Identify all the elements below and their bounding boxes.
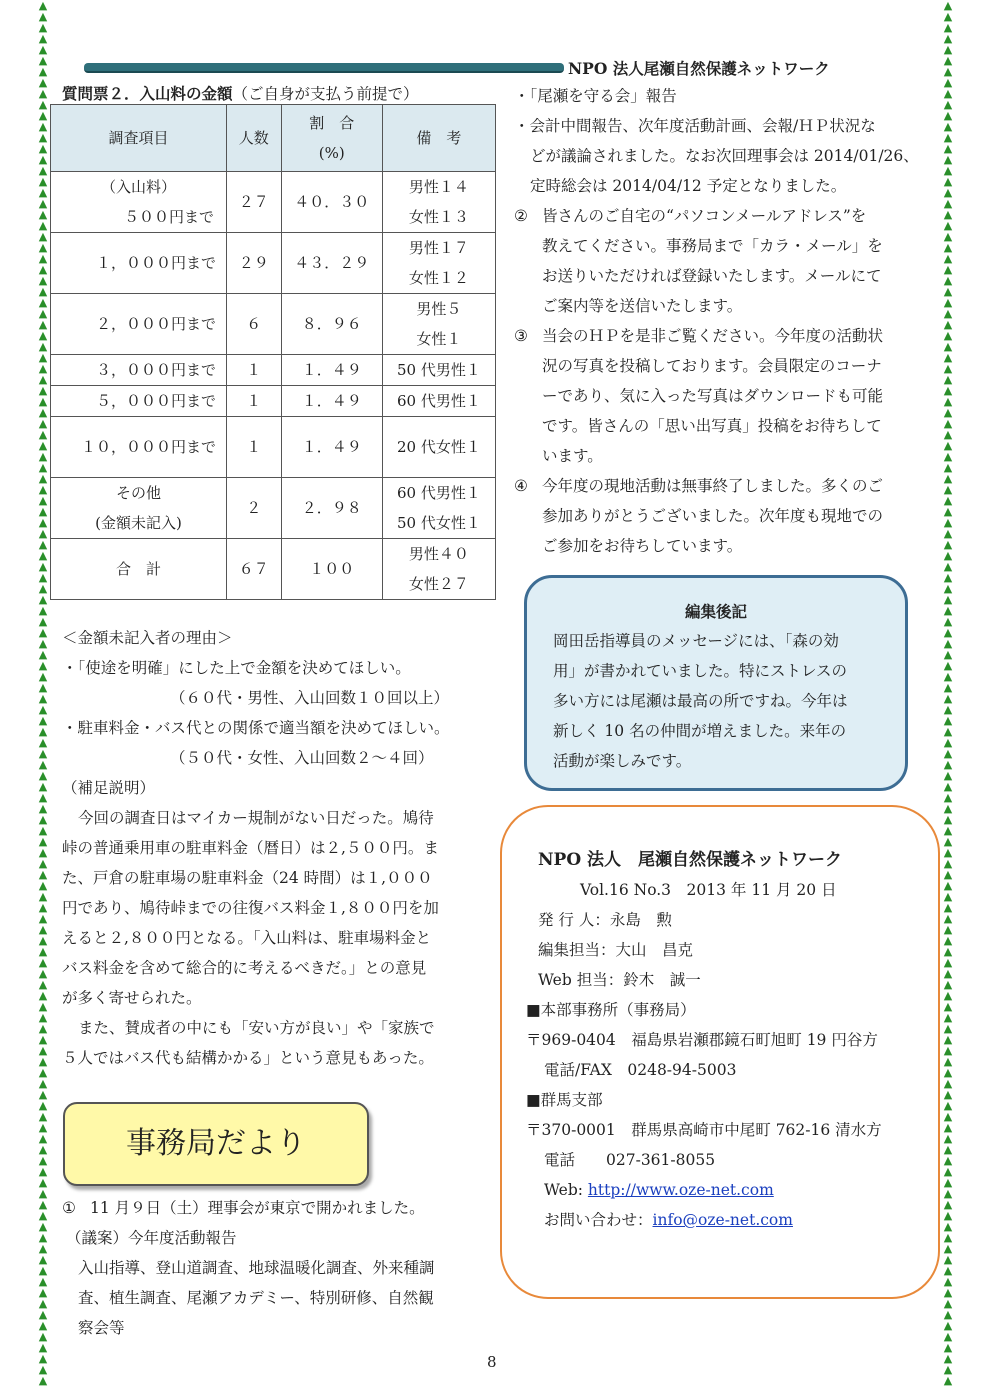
header-item: 調査項目 xyxy=(51,105,227,172)
item-2: ② 皆さんのご自宅の“パソコンメールアドレス”を xyxy=(514,207,867,225)
hq-address: 〒969-0404 福島県岩瀬郡鏡石町旭町 19 円谷方 xyxy=(526,1031,878,1049)
paragraph-line: また、賛成者の中にも「安い方が良い」や「家族で xyxy=(78,1019,435,1037)
report-line: ・「尾瀬を守る会」報告 xyxy=(514,87,677,105)
npo-editor: 編集担当：大山 昌克 xyxy=(538,941,694,959)
paragraph-line: 今回の調査日はマイカー規制がない日だった。鳩待 xyxy=(78,809,434,827)
item-2-line: お送りいただければ登録いたします。メールにて xyxy=(542,267,882,285)
header-title: NPO 法人尾瀬自然保護ネットワーク xyxy=(568,59,830,78)
cell-pct: ４０．３０ xyxy=(281,172,382,233)
jimukyoku-item-1: ① 11 月９日（土）理事会が東京で開かれました。 xyxy=(62,1199,425,1217)
cell-item: ２，０００円まで xyxy=(51,294,227,355)
cell-pct: ４３．２９ xyxy=(281,233,382,294)
table-row xyxy=(51,417,496,478)
jimukyoku-text xyxy=(62,1193,492,1343)
item-2-line: ご案内等を送信いたします。 xyxy=(542,297,743,315)
cell-item: 合 計 xyxy=(51,539,227,600)
header-bar xyxy=(84,63,564,73)
item-4: ④ 今年度の現地活動は無事終了しました。多くのご xyxy=(514,477,884,495)
editor-note-line: 岡田岳指導員のメッセージには、「森の効 xyxy=(553,632,839,650)
cell-count: ２９ xyxy=(227,233,282,294)
editor-note-box xyxy=(524,575,908,791)
paragraph-line: バス料金を含めて総合的に考えるべきだ。」との意見 xyxy=(62,959,427,977)
editor-note-title: 編集後記 xyxy=(684,602,747,621)
hq-heading: ■本部事務所（事務局） xyxy=(526,1001,696,1019)
paragraph-line: 円であり、鳩待峠までの往復バス料金１,８００円を加 xyxy=(62,899,439,917)
gunma-address: 〒370-0001 群馬県高崎市中尾町 762-16 清水方 xyxy=(526,1121,882,1139)
gunma-heading: ■群馬支部 xyxy=(526,1091,603,1109)
question-title xyxy=(62,82,419,104)
paragraph-line: えると２,８００円となる。「入山料は、駐車場料金と xyxy=(62,929,432,947)
cell-pct: １．４９ xyxy=(281,417,382,478)
cell-item: ５，０００円まで xyxy=(51,386,227,417)
npo-volume: Vol.16 No.3 2013 年 11 月 20 日 xyxy=(580,881,837,899)
item-4-line: ご参加をお待ちしています。 xyxy=(542,537,743,555)
header-pct: 割 合 (%) xyxy=(281,105,382,172)
agenda-line: 察会等 xyxy=(78,1319,125,1337)
cell-item: （入山料） ５００円まで xyxy=(51,172,227,233)
cell-count: １ xyxy=(227,417,282,478)
table-header-row xyxy=(51,105,496,172)
cell-note: 男性１７ 女性１２ xyxy=(382,233,495,294)
table-row xyxy=(51,294,496,355)
reason-line: ・「使途を明確」にした上で金額を決めてほしい。 xyxy=(62,659,411,677)
paragraph-line: た、戸倉の駐車場の駐車料金（24 時間）は１,０００ xyxy=(62,869,433,887)
cell-item: １，０００円まで xyxy=(51,233,227,294)
header-note: 備 考 xyxy=(382,105,495,172)
cell-note: 男性１４ 女性１３ xyxy=(382,172,495,233)
jimukyoku-title: 事務局だより xyxy=(126,1126,306,1161)
cell-note: 男性４０ 女性２７ xyxy=(382,539,495,600)
cell-pct: １．４９ xyxy=(281,355,382,386)
hq-tel: 電話/FAX 0248-94-5003 xyxy=(544,1061,737,1079)
table-row xyxy=(51,355,496,386)
header-count: 人数 xyxy=(227,105,282,172)
reason-line: ・駐車料金・バス代との関係で適当額を決めてほしい。 xyxy=(62,719,450,737)
cell-count: ２７ xyxy=(227,172,282,233)
supplement-heading: （補足説明） xyxy=(62,779,156,797)
table-row-total xyxy=(51,539,496,600)
npo-name: NPO 法人 尾瀬自然保護ネットワーク xyxy=(538,850,843,870)
editor-note-line: 新しく 10 名の仲間が増えました。来年の xyxy=(553,722,847,740)
report-line: 定時総会は 2014/04/12 予定となりました。 xyxy=(530,177,847,195)
cell-item: その他 (金額未記入) xyxy=(51,478,227,539)
report-line: ・会計中間報告、次年度活動計画、会報/ＨＰ状況な xyxy=(514,117,876,135)
npo-web-manager: Web 担当：鈴木 誠一 xyxy=(538,971,701,989)
cell-note: 60 代男性１ xyxy=(382,386,495,417)
editor-note-line: 多い方には尾瀬は最高の所ですね。今年は xyxy=(553,692,848,710)
item-2-line: 教えてください。事務局まで「カラ・メール」を xyxy=(542,237,883,255)
jimukyoku-title-box xyxy=(63,1102,369,1186)
item-3-line: 況の写真を投稿しております。会員限定のコーナ xyxy=(542,357,882,375)
cell-note: 20 代女性１ xyxy=(382,417,495,478)
paragraph-line: 峠の普通乗用車の駐車料金（暦日）は２,５００円。ま xyxy=(62,839,439,857)
item-3-line: います。 xyxy=(542,447,603,465)
paragraph-line: が多く寄せられた。 xyxy=(62,989,202,1007)
reason-attribution: （６０代・男性、入山回数１０回以上） xyxy=(170,689,450,707)
left-text xyxy=(62,623,492,1073)
table-row xyxy=(51,233,496,294)
cell-count: １ xyxy=(227,355,282,386)
cell-note: 60 代男性１ 50 代女性１ xyxy=(382,478,495,539)
web-link[interactable]: http://www.oze-net.com xyxy=(587,1181,774,1199)
npo-info xyxy=(526,845,882,1235)
item-3-line: ーであり、気に入った写真はダウンロードも可能 xyxy=(542,387,884,405)
report-line: どが議論されました。なお次回理事会は 2014/01/26、 xyxy=(530,147,919,165)
cell-count: ６ xyxy=(227,294,282,355)
right-text xyxy=(514,81,934,561)
npo-publisher: 発 行 人：永島 勲 xyxy=(538,911,672,929)
contact-line: お問い合わせ：info@oze-net.com xyxy=(544,1211,793,1229)
cell-count: １ xyxy=(227,386,282,417)
question-title-bold: 質問票２．入山料の金額 xyxy=(62,84,233,103)
editor-note-line: 活動が楽しみです。 xyxy=(553,752,692,770)
page-number: 8 xyxy=(487,1353,497,1371)
cell-note: 男性５ 女性１ xyxy=(382,294,495,355)
left-tree-border: ▲ ▲ ▲ ▲ ▲ ▲ ▲ ▲ ▲ ▲ ▲ ▲ ▲ ▲ ▲ ▲ ▲ ▲ ▲ ▲ ▲ ▲ ▲ ▲ ▲ ▲ ▲ ▲ ▲ ▲ ▲ ▲ ▲ ▲ ▲ ▲ ▲ ▲ ▲ ▲ ▲ ▲ ▲ ▲ ▲ ▲ ▲ ▲ ▲ ▲ ▲ ▲ ▲ ▲ ▲ ▲ ▲ ▲ ▲ ▲ ▲ ▲ ▲ ▲ ▲ ▲ ▲ ▲ ▲ ▲ ▲ ▲ ▲ ▲ ▲ ▲ ▲ ▲ ▲ ▲ ▲ ▲ ▲ ▲ ▲ ▲ ▲ ▲ ▲ ▲ ▲ ▲ ▲ ▲ ▲ ▲ ▲ ▲ ▲ ▲ ▲ ▲ ▲ ▲ ▲ ▲ ▲ ▲ ▲ ▲ ▲ ▲ ▲ ▲ ▲ ▲ ▲ ▲ ▲ ▲ ▲ ▲ ▲ ▲ ▲ ▲ xyxy=(38,0,48,1387)
cell-pct: １．４９ xyxy=(281,386,382,417)
cell-pct: ８．９６ xyxy=(281,294,382,355)
contact-email-link[interactable]: info@oze-net.com xyxy=(652,1211,793,1229)
reason-attribution: （５０代・女性、入山回数２～４回） xyxy=(170,749,434,767)
right-tree-border: ▲ ▲ ▲ ▲ ▲ ▲ ▲ ▲ ▲ ▲ ▲ ▲ ▲ ▲ ▲ ▲ ▲ ▲ ▲ ▲ ▲ ▲ ▲ ▲ ▲ ▲ ▲ ▲ ▲ ▲ ▲ ▲ ▲ ▲ ▲ ▲ ▲ ▲ ▲ ▲ ▲ ▲ ▲ ▲ ▲ ▲ ▲ ▲ ▲ ▲ ▲ ▲ ▲ ▲ ▲ ▲ ▲ ▲ ▲ ▲ ▲ ▲ ▲ ▲ ▲ ▲ ▲ ▲ ▲ ▲ ▲ ▲ ▲ ▲ ▲ ▲ ▲ ▲ ▲ ▲ ▲ ▲ ▲ ▲ ▲ ▲ ▲ ▲ ▲ ▲ ▲ ▲ ▲ ▲ ▲ ▲ ▲ ▲ ▲ ▲ ▲ ▲ ▲ ▲ ▲ ▲ ▲ ▲ ▲ ▲ ▲ ▲ ▲ ▲ ▲ ▲ ▲ ▲ ▲ ▲ ▲ ▲ ▲ ▲ ▲ ▲ xyxy=(943,0,953,1387)
reason-heading: ＜金額未記入者の理由＞ xyxy=(62,629,233,647)
editor-note-body xyxy=(553,626,848,776)
cell-count: ２ xyxy=(227,478,282,539)
survey-table xyxy=(50,104,496,600)
cell-item: ３，０００円まで xyxy=(51,355,227,386)
cell-count: ６７ xyxy=(227,539,282,600)
table-row xyxy=(51,172,496,233)
table-row xyxy=(51,478,496,539)
cell-item: １０，０００円まで xyxy=(51,417,227,478)
item-4-line: 参加ありがとうございました。次年度も現地での xyxy=(542,507,884,525)
editor-note-line: 用」が書かれていました。特にストレスの xyxy=(553,662,848,680)
gunma-tel: 電話 027-361-8055 xyxy=(544,1151,716,1169)
cell-pct: １００ xyxy=(281,539,382,600)
item-3-line: です。皆さんの「思い出写真」投稿をお待ちして xyxy=(542,417,882,435)
question-title-note: （ご自身が支払う前提で） xyxy=(232,85,419,103)
table-row xyxy=(51,386,496,417)
npo-info-box xyxy=(500,805,940,1299)
cell-note: 50 代男性１ xyxy=(382,355,495,386)
cell-pct: ２．９８ xyxy=(281,478,382,539)
item-3: ③ 当会のＨＰを是非ご覧ください。今年度の活動状 xyxy=(514,327,884,345)
agenda-line: 入山指導、登山道調査、地球温暖化調査、外来種調 xyxy=(78,1259,435,1277)
agenda-heading: （議案）今年度活動報告 xyxy=(66,1229,237,1247)
agenda-line: 査、植生調査、尾瀬アカデミー、特別研修、自然観 xyxy=(78,1289,434,1307)
web-line: Web: http://www.oze-net.com xyxy=(544,1181,774,1199)
paragraph-line: ５人ではバス代も結構かかる」という意見もあった。 xyxy=(62,1049,434,1067)
